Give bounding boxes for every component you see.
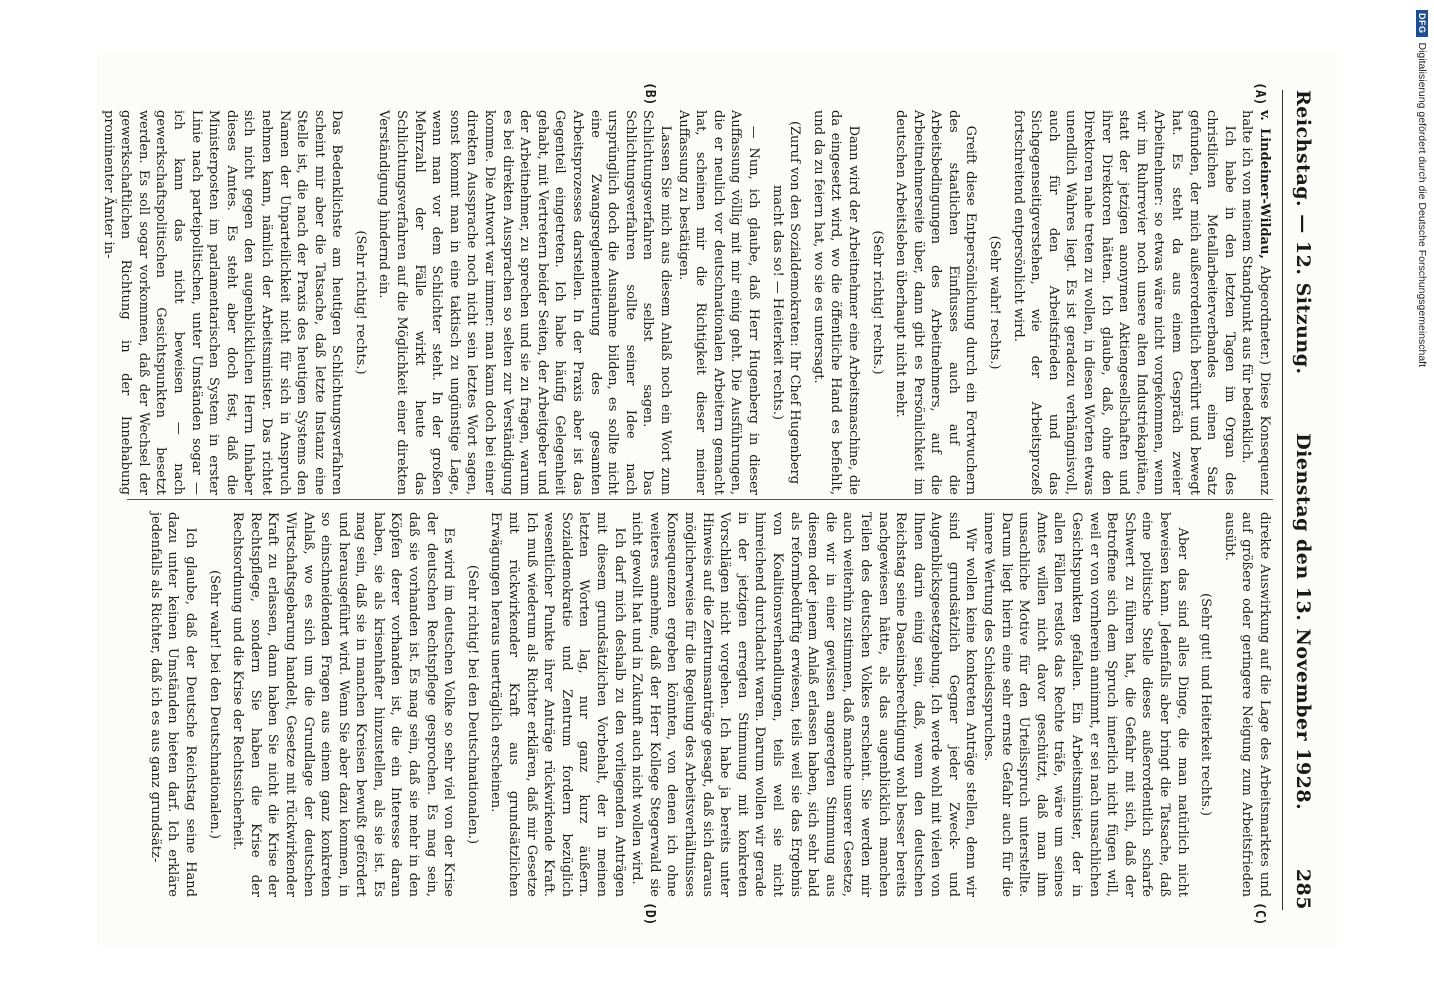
interjection [205, 512, 223, 897]
paragraph-text: (Sehr wahr! rechts.) [987, 235, 1003, 370]
column-divider [127, 499, 1273, 500]
paragraph-text: Ich habe in den letzten Tagen im Organ des christlichen Metallarbeiterverbandes einen Satz gefunden, der mich außerordentlich berührt und bewegt hat. Es steht da aus einem Gespräch zweier Arbeitnehmer: so etwas wäre nicht vorgekommen, wenn wir im Ruhrrevier noch unsere alten Industriekapitäne, statt der jetzigen anonymen Aktiengesellschaften und ihrer Direktoren hätten. Ich glaube, daß, ohne den Direktoren nahe treten zu wollen, in diesen Worten etwas unendlich Wahres liegt. Es ist geradezu verhängnisvoll, auch für den Arbeitsfrieden und das Sichgegenseitigverstehen, wie der Arbeitsprozeß fortschreitend entpersönlicht wird. [1010, 110, 1237, 495]
header-rule [1282, 90, 1283, 910]
margin-mark-c: (C) [1252, 902, 1267, 926]
paragraph-text: Ich glaube, daß der Deutsche Reichstag seine Hand dazu unter keinen Umständen bieten darf. Ich erkläre jedenfalls als Richter, daß ich es aus ganz grundsätz- [147, 512, 198, 897]
paragraph-text: Lassen Sie mich aus diesem Anlaß noch ein Wort zum Schlichtungsverfahren selbst sagen. Das Schlichtungsverfahren sollte seiner Idee nach ursprünglich doch die Ausnahme bilden, es sollte nicht eine Zwangsreglementierung des gesamten Arbeitsprozesses darstellen. In der Praxis aber ist das Gegenteil eingetreten. Ich habe häufig Gelegenheit gehabt, mit Vertretern beider Seiten, der Arbeitgeber und der Arbeitnehmer, zu sprechen und sie zu fragen, warum es bei direkten Aussprachen so selten zur Verständigung komme. Die Antwort war immer: man kann doch bei einer direkten Aussprache noch nicht sein letztes Wort sagen, sonst kommt man in eine taktisch zu ungünstige Lage, wenn man vor dem Schlichter steht. In der großen Mehrzahl der Fälle wirkt heute das Schlichtungsverfahren auf die Möglichkeit einer direkten Verständigung hindernd ein. [376, 110, 673, 495]
margin-mark-d: (D) [642, 902, 657, 926]
paragraph [809, 110, 862, 495]
paragraph-text: Es wird im deutschen Volke so sehr viel von der Krise der deutschen Rechtspflege gesprochen. Es mag sein, daß sie vorhanden ist. Es mag sein, daß sie mehr in den Köpfen derer vorhanden ist, die ein Interesse daran haben, sie als krisenhafter hinzustellen, als sie ist. Es mag sein, daß sie in manchen Kreisen bewußt gefördert und herausgeführt wird. Wenn Sie aber dazu kommen, in so einschneidenden Fragen aus einem ganz konkreten Anlaß, wo es sich um die Grundlage der deutschen Wirtschaftsgebarung handelt, Gesetze mit rückwirkender Kraft zu erlassen, dann haben Sie nicht die Krise der Rechtspflege, sondern Sie haben die Krise der Rechtsordnung und die Krise der Rechtssicherheit. [230, 512, 457, 897]
interjection [463, 512, 481, 897]
paragraph [628, 512, 980, 897]
paragraph-text: Abgeordneter.) Diese Konsequenz halte ich von meinem Standpunkt aus für bedenklich. [1239, 110, 1272, 495]
left-text-column [100, 110, 1273, 495]
interjection [768, 110, 803, 495]
page-header [1287, 90, 1319, 910]
paragraph [892, 110, 980, 495]
header-session: Reichstag. — 12. Sitzung. [1292, 90, 1314, 375]
header-date: Dienstag den 13. November 1928. [1292, 433, 1314, 811]
interjection [1197, 512, 1215, 897]
scanned-document-page [97, 50, 1337, 950]
paragraph-text: (Sehr gut! und Heiterkeit rechts.) [1198, 593, 1214, 816]
margin-mark-a: (A) [1252, 82, 1267, 106]
paragraph-text: Ich darf mich deshalb zu den vorliegenden Anträgen mit diesem grundsätzlichen Vorbehalt, der in meinen letzten Worten lag, nur ganz kurz äußern. Sozialdemokratie und Zentrum fordern bezüglich wesentlicher Punkte ihrer Anträge rückwirkende Kraft. Ich muß wiederum als Richter erklären, daß mir Gesetze mit rückwirkender Kraft aus grundsätzlichen Erwägungen heraus unerträglich erscheinen. [488, 512, 627, 897]
paragraph-text: (Zuruf von den Sozialdemokraten: Ihr Chef Hugenberg macht das so! — Heiterkeit rechts.) [769, 120, 803, 485]
paragraph-text: — Nun, ich glaube, daß Herr Hugenberg in dieser Auffassung völlig mit mir einig geht. Die Ausführungen, die er neulich vor deutschnationalen Arbeitern gemacht hat, scheinen mir die Richtigkeit dieser meiner Auffassung zu bestätigen. [675, 110, 761, 495]
paragraph-text: Das Bedenklichste am heutigen Schlichtungsverfahren scheint mir aber die Tatsache, daß letzte Instanz eine Stelle ist, die nach der Praxis des heutigen Systems den Namen der Unparteilichkeit nicht für sich in Anspruch nehmen kann, nämlich der Arbeitsminister. Das richtet sich nicht gegen den augenblicklichen Herrn Inhaber dieses Amtes. Es steht aber doch fest, daß die Ministerposten im parlamentarischen System in erster Linie nach parteipolitischen, unter Umständen sogar — ich kann das nicht beweisen — nach gewerkschaftspolitischen Gesichtspunkten besetzt werden. Es soll sogar vorkommen, daß der Wechsel der gewerkschaftlichen Richtung in der Innehabung prominenter Ämter in- [100, 110, 345, 495]
paragraph [375, 110, 674, 495]
right-text-column [127, 512, 1273, 897]
paragraph [146, 512, 199, 897]
paragraph [99, 110, 345, 495]
paragraph-text: (Sehr richtig! bei den Deutschnationalen.) [464, 564, 480, 845]
interjection [868, 110, 886, 495]
paragraph-text: Wir wollen keine konkreten Anträge stellen, denn wir sind grundsätzlich Gegner jeder Zweck- und Augenblicksgesetzgebung. Ich werde wohl mit vielen von Ihnen darin einig sein, daß, wenn den deutschen Reichstag seine Daseinsberechtigung wohl besser bereits nachgewiesen hätte, als das augenblicklich manchen Teilen des deutschen Volkes erscheint. Sie werden mir auch weiterhin zustimmen, daß manche unserer Gesetze, die wir in einer gewissen angeregten Stimmung aus diesem oder jenem Anlaß erlassen haben, sich sehr bald als reformbedürftig erwiesen, teils weil sie das Ergebnis von Koalitionsverhandlungen, teils weil sie nicht hinreichend durchdacht waren. Darum wollen wir gerade in der jetzigen erregten Stimmung mit konkreten Vorschlägen nicht vorgehen. Ich habe ja bereits unter Hinweis auf die Zentrumsanträge gesagt, daß sich daraus möglicherweise für die Regelung des Arbeitsverhältnisses Konsequenzen ergeben könnten, von denen ich ohne weiteres annehme, daß der Herr Kollege Stegerwald sie nicht gewollt hat und in Zukunft auch nicht wollen wird. [629, 512, 979, 897]
margin-mark-b: (B) [642, 82, 657, 106]
paragraph [229, 512, 458, 897]
digitization-note: Digitalisierung gefördert durch die Deutsche Forschungsgemeinschaft [1416, 42, 1428, 368]
paragraph-text: (Sehr richtig! rechts.) [352, 230, 368, 375]
paragraph-text: Aber das sind alles Dinge, die man natürlich nicht beweisen kann. Jedenfalls aber bringt die Tatsache, daß eine politische Stelle dieses außerordentlich scharfe Schwert zu führen hat, die Gefahr mit sich, daß der Betroffene sich dem Spruch innerlich nicht fügen will, weil er von vornherein annimmt, er sei nach unsachlichen Gesichtspunkten gefallen. Ein Arbeitsminister, der in allen Fällen restlos das Rechte träfe, wäre um seines Amtes willen nicht davor geschützt, daß man ihm unsachliche Motive für den Urteilsspruch unterstellte. Darum liegt hierin eine sehr ernste Gefahr auch für die innere Wertung des Schiedsspruches. [981, 512, 1190, 897]
paragraph [980, 512, 1191, 897]
dfg-logo: DFG [1416, 10, 1428, 37]
paragraph-text: direkte Auswirkung auf die Lage des Arbeitsmarktes und auf größere oder geringere Neigung zum Arbeitsfrieden ausübt. [1221, 512, 1272, 897]
paragraph [487, 512, 628, 897]
digitization-credit [1410, 10, 1434, 1000]
paragraph-text: Greift diese Entpersönlichung durch ein Fortwuchern des staatlichen Einflusses auch auf die Arbeitsbedingungen des Arbeitnehmers, auf die Arbeitnehmerseite über, dann gibt es Persönlichkeit im deutschen Arbeitsleben überhaupt nicht mehr. [893, 110, 979, 495]
paragraph-text: (Sehr wahr! bei den Deutschnationalen.) [206, 570, 222, 839]
paragraph [1220, 512, 1273, 897]
paragraph [1238, 110, 1273, 495]
interjection [351, 110, 369, 495]
interjection [986, 110, 1004, 495]
paragraph [674, 110, 762, 495]
page-number: 285 [1292, 868, 1314, 910]
paragraph-text: Dann wird der Arbeitnehmer eine Arbeitsmaschine, die da eingesetzt wird, wo die öffentliche Hand es befiehlt, und da zu feiern hat, wo sie es untersagt. [810, 110, 861, 495]
speaker-name: v. Lindeiner-Wildau, [1257, 110, 1272, 259]
paragraph [1009, 110, 1238, 495]
paragraph-text: (Sehr richtig! rechts.) [869, 230, 885, 375]
